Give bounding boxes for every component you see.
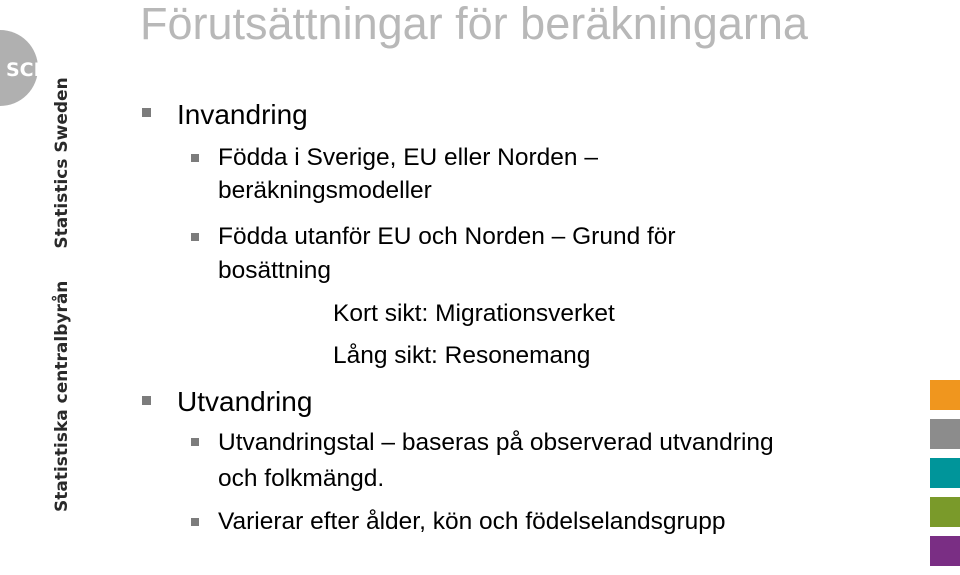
list-item: Utvandringstal – baseras på observerad utvandring [218,429,774,456]
brand-name-swedish: Statistiska centralbyrån [52,280,72,512]
color-square [930,380,960,410]
list-item: Födda utanför EU och Norden – Grund för [218,223,676,250]
bullet-icon [142,108,151,117]
bullet-icon [191,438,199,446]
sub-item: Kort sikt: Migrationsverket [333,300,615,327]
vertical-brand-text [52,77,72,512]
color-square [930,458,960,488]
list-item-continuation: och folkmängd. [218,465,385,492]
list-item: Varierar efter ålder, kön och födelselandsgrupp [218,508,726,535]
list-item: Födda i Sverige, EU eller Norden – [218,144,598,171]
color-squares [930,380,960,575]
list-item-continuation: beräkningsmodeller [218,177,432,204]
list-item-continuation: bosättning [218,257,332,284]
heading-utvandring: Utvandring [177,386,313,417]
bullet-icon [191,154,199,162]
bullet-icon [191,233,199,241]
bullet-icon [191,518,199,526]
sub-item: Lång sikt: Resonemang [333,342,591,369]
color-square [930,536,960,566]
brand-name-english: Statistics Sweden [52,77,72,249]
color-square [930,497,960,527]
scb-logo [0,30,56,106]
bullet-icon [142,396,151,405]
color-square [930,419,960,449]
heading-invandring: Invandring [177,99,308,130]
slide-title: Förutsättningar för beräkningarna [140,0,808,49]
scb-logo-text: SCB [6,59,49,81]
